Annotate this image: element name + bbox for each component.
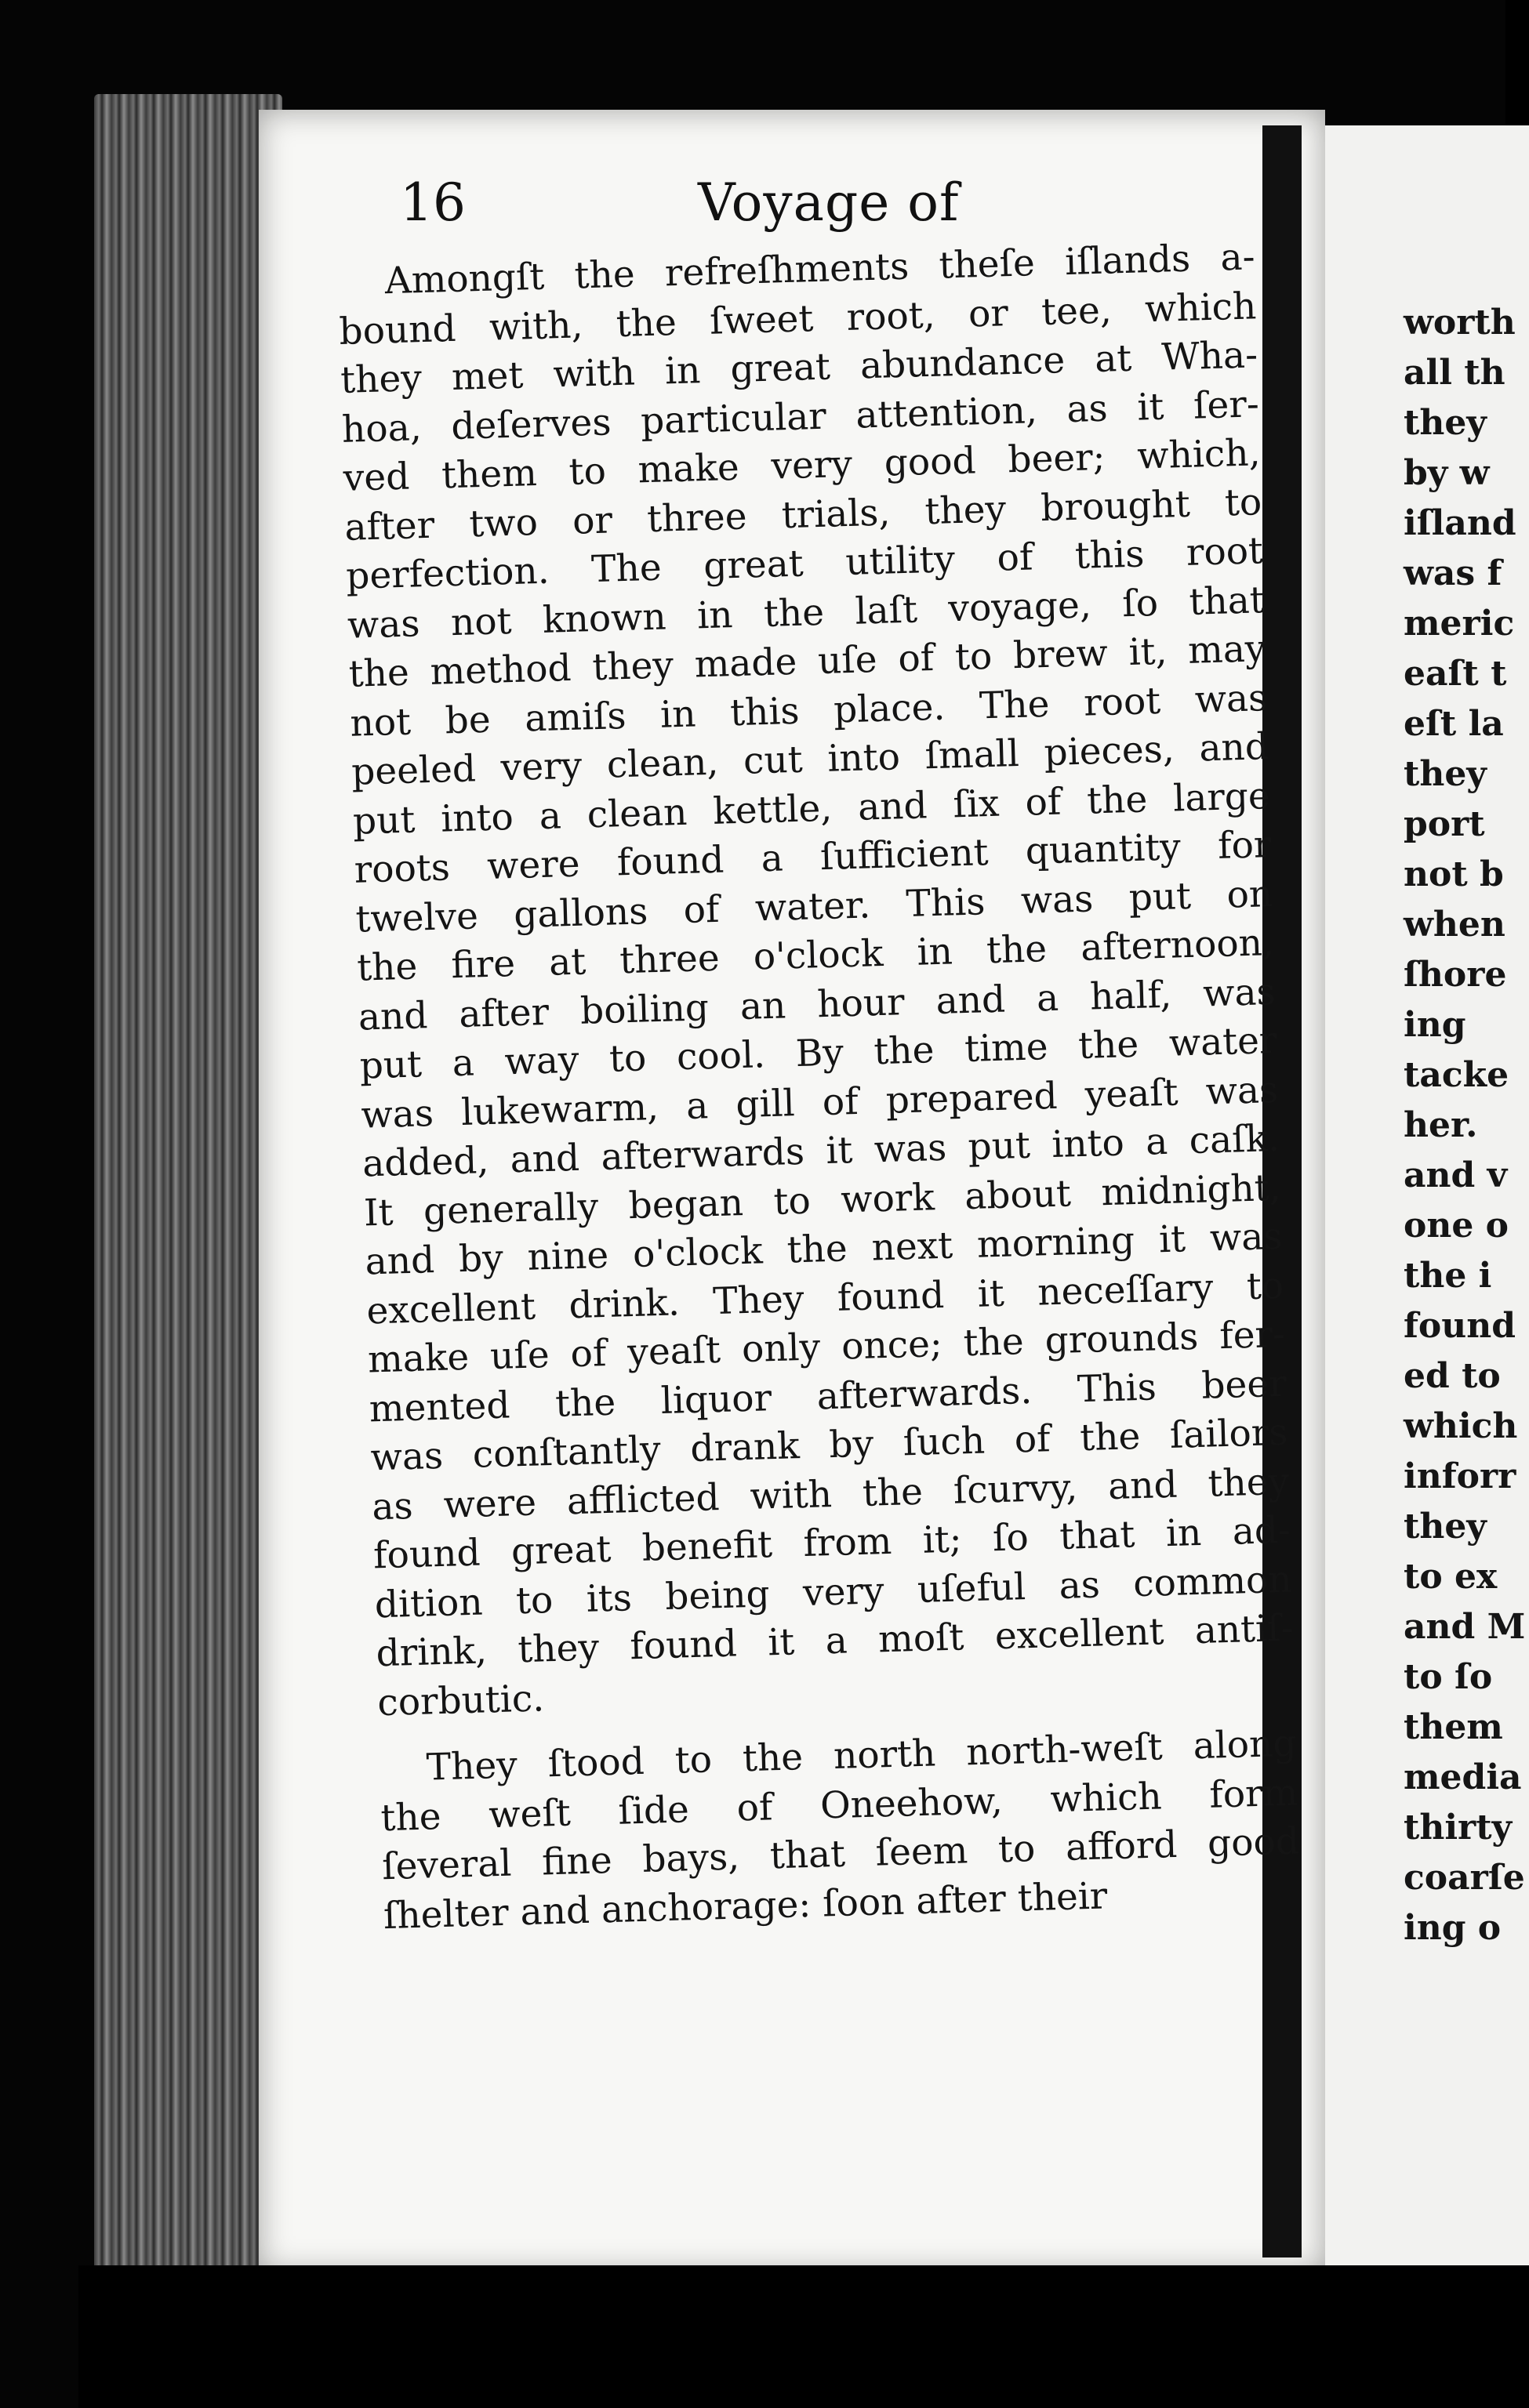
text-line: not be amiſs in this place. The root was (349, 676, 1268, 745)
fragment-line: the i (1404, 1256, 1492, 1296)
text-line: excellent drink. They found it neceſſary to (365, 1264, 1284, 1333)
fragment-line: tacke (1404, 1055, 1509, 1095)
text-line: drink, they found it a moſt excellent antiſ- (375, 1606, 1295, 1676)
fragment-line: media (1404, 1757, 1522, 1797)
fragment-line: not b (1404, 854, 1504, 894)
fragment-line: port (1404, 804, 1485, 844)
fragment-line: they (1404, 1507, 1487, 1547)
text-line: and by nine o'clock the next morning it was (364, 1214, 1284, 1284)
text-line: ſhelter and anchorage: ſoon after their (383, 1873, 1108, 1938)
fragment-line: meric (1404, 604, 1515, 644)
text-line: twelve gallons of water. This was put on (354, 872, 1273, 941)
fragment-line: ſhore (1404, 955, 1507, 995)
fragment-line: to ſo (1404, 1657, 1493, 1697)
fragment-line: to ex (1404, 1557, 1498, 1597)
fragment-line: eſt la (1404, 704, 1504, 744)
fragment-line: and M (1404, 1607, 1526, 1647)
fragment-line: and v (1404, 1155, 1508, 1195)
text-line: and after boiling an hour and a half, was (358, 970, 1277, 1039)
page-edges (94, 94, 282, 2273)
fragment-line: them (1404, 1707, 1503, 1747)
text-line: added, and afterwards it was put into a caſk. (361, 1116, 1280, 1186)
text-line: put a way to cool. By the time the water (359, 1018, 1278, 1088)
page-number: 16 (400, 172, 466, 233)
text-line: found great benefit from it; ſo that in ad- (372, 1508, 1291, 1578)
running-title: Voyage of (698, 172, 960, 233)
scan-border (78, 2265, 1505, 2408)
text-line: make uſe of yeaſt only once; the grounds fer- (367, 1312, 1286, 1382)
text-line: they met with in great abundance at Wha- (340, 333, 1258, 402)
text-line: put into a clean kettle, and ſix of the large (352, 774, 1271, 843)
text-line: was conſtantly drank by ſuch of the ſailors (369, 1410, 1289, 1480)
text-line: as were afflicted with the ſcurvy, and they (371, 1460, 1290, 1529)
fragment-line: ed to (1404, 1356, 1501, 1396)
fragment-line: eaſt t (1404, 654, 1507, 694)
fragment-line: by w (1404, 453, 1490, 493)
fragment-line: one o (1404, 1206, 1509, 1246)
fragment-line: they (1404, 754, 1487, 794)
fragment-line: worth (1404, 303, 1516, 343)
fragment-line: thirty (1404, 1808, 1513, 1848)
text-line: corbutic. (376, 1676, 545, 1724)
text-line: after two or three trials, they brought to (343, 480, 1262, 549)
right-page-fragment (1404, 298, 1526, 1953)
text-line: the weſt ſide of Oneehow, which form (380, 1771, 1298, 1840)
text-line: roots were found a ſufficient quantity for (354, 823, 1273, 892)
text-line: dition to its being very uſeful as common (374, 1558, 1293, 1626)
fragment-line: ing (1404, 1005, 1466, 1045)
text-line: ſeveral fine bays, that ſeem to afford good (381, 1819, 1300, 1889)
fragment-line: coarſe (1404, 1858, 1525, 1898)
fragment-line: they (1404, 403, 1487, 443)
fragment-line: when (1404, 905, 1505, 945)
fragment-line: was f (1404, 553, 1502, 593)
text-line: hoa, deſerves particular attention, as it ſer- (341, 382, 1260, 452)
text-line: bound with, the ſweet root, or tee, which (338, 284, 1257, 354)
fragment-line: all th (1404, 353, 1505, 393)
text-line: Amongſt the refreſhments theſe iſlands a- (384, 235, 1256, 303)
fragment-line: ing o (1404, 1908, 1502, 1948)
text-line: the fire at three o'clock in the afternoon, (356, 920, 1275, 990)
fragment-line: iſland (1404, 503, 1516, 543)
fragment-line: her. (1404, 1105, 1478, 1145)
text-line: mented the liquor afterwards. This beer (369, 1362, 1287, 1431)
fragment-line: which (1404, 1406, 1518, 1446)
text-line: It generally began to work about midnight, (363, 1166, 1282, 1235)
text-line: was not known in the laſt voyage, ſo that (347, 578, 1266, 647)
text-line: peeled very clean, cut into ſmall pieces, and (350, 725, 1269, 794)
body-text (337, 233, 1301, 1941)
fragment-line: found (1404, 1306, 1516, 1346)
text-line: was lukewarm, a gill of prepared yeaſt was (360, 1068, 1279, 1137)
text-line: ved them to make very good beer; which, (343, 431, 1262, 500)
text-line: perfection. The great utility of this root (345, 529, 1264, 598)
text-line: They ſtood to the north north-weſt along (426, 1721, 1298, 1790)
text-line: the method they made uſe of to brew it, may (348, 627, 1267, 696)
fragment-line: inforr (1404, 1456, 1516, 1496)
